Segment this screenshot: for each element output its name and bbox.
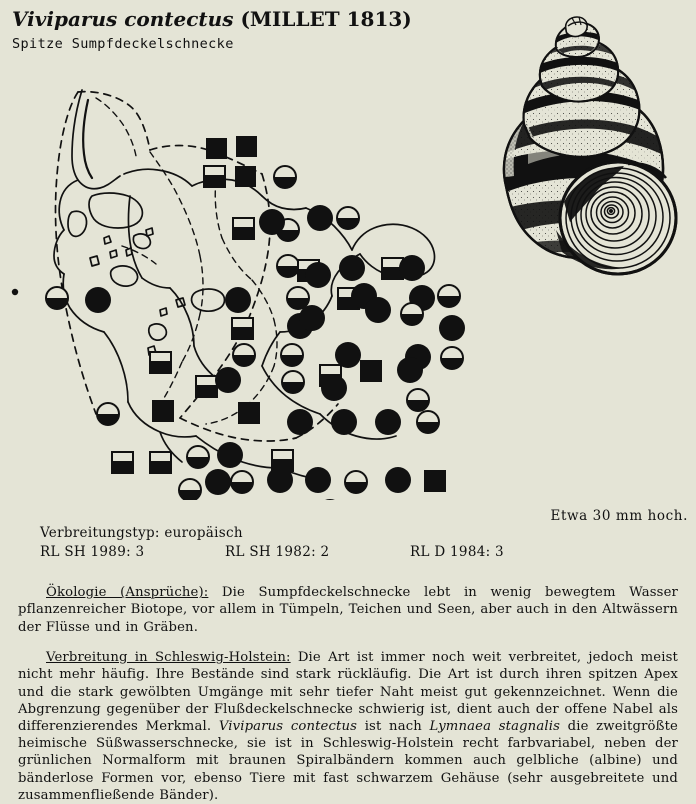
symbol-circle-half bbox=[281, 344, 303, 366]
symbol-circle-half bbox=[407, 389, 429, 411]
symbol-circle-filled bbox=[305, 262, 331, 288]
symbol-circle-half bbox=[277, 255, 299, 277]
symbol-circle-half bbox=[287, 287, 309, 309]
distribution-type-value: europäisch bbox=[164, 525, 243, 541]
symbol-circle-filled bbox=[85, 287, 111, 313]
symbol-circle-half bbox=[46, 287, 68, 309]
symbol-circle-half bbox=[441, 347, 463, 369]
symbol-circle-filled bbox=[317, 499, 343, 500]
symbol-circle-half bbox=[97, 403, 119, 425]
map-reference-dot bbox=[12, 289, 18, 295]
verbreitung-text-2: ist nach bbox=[357, 719, 430, 734]
symbol-square-half bbox=[232, 318, 253, 339]
symbol-square-filled bbox=[360, 360, 382, 382]
symbol-square-half bbox=[150, 352, 171, 373]
symbol-circle-filled bbox=[217, 442, 243, 468]
symbol-circle-half bbox=[345, 471, 367, 493]
symbol-circle-filled bbox=[299, 305, 325, 331]
verbreitung-italic-2: Lymnaea stagnalis bbox=[429, 719, 560, 734]
symbol-circle-filled bbox=[215, 367, 241, 393]
rl-sh-1989: RL SH 1989: 3 bbox=[40, 544, 145, 560]
shell-size-caption: Etwa 30 mm hoch. bbox=[550, 508, 688, 524]
redlist-row bbox=[40, 543, 504, 562]
symbol-circle-filled bbox=[365, 297, 391, 323]
symbol-square-filled bbox=[424, 470, 446, 492]
verbreitung-text-3: die zweitgrößte heimische Süßwasserschnecke, sie ist in Schleswig-Holstein recht farbvariabel, neben der grünlichen Normalform mit braunen Spiralbändern kommen auch gelbliche (albine) und bänderlose Formen vor, ebenso Tiere mit fast schwarzem Gehäuse (sehr ausgebreitete und zusammenfließende Bänder). bbox=[18, 719, 678, 803]
oekologie-heading: Ökologie (Ansprüche): bbox=[46, 585, 209, 601]
symbol-circle-filled bbox=[321, 375, 347, 401]
symbol-square-filled bbox=[238, 402, 260, 424]
header bbox=[12, 6, 492, 52]
symbol-square-half bbox=[112, 452, 133, 473]
metadata-block bbox=[40, 524, 504, 562]
verbreitung-italic-1: Viviparus contectus bbox=[218, 719, 358, 734]
rl-sh-1982: RL SH 1982: 2 bbox=[225, 544, 330, 560]
symbol-circle-half bbox=[231, 471, 253, 493]
symbol-circle-filled bbox=[331, 409, 357, 435]
symbol-circle-filled bbox=[205, 469, 231, 495]
distribution-map bbox=[0, 70, 490, 500]
shell-illustration bbox=[478, 16, 694, 308]
symbol-square-half bbox=[196, 376, 217, 397]
symbol-circle-filled bbox=[439, 315, 465, 341]
verbreitung-paragraph bbox=[18, 649, 678, 804]
oekologie-text: Die Sumpfdeckelschnecke lebt in wenig bewegtem Wasser pflanzenreicher Biotope, vor allem in Tümpeln, Teichen und Seen, aber auch in den Altwässern der Flüsse und in Gräben. bbox=[18, 585, 678, 635]
species-name: Viviparus contectus bbox=[12, 7, 234, 31]
symbol-circle-filled bbox=[305, 467, 331, 493]
symbol-circle-half bbox=[187, 446, 209, 468]
symbol-circle-filled bbox=[339, 255, 365, 281]
symbol-circle-half bbox=[179, 479, 201, 500]
symbol-circle-half bbox=[282, 371, 304, 393]
distribution-type-label: Verbreitungstyp: bbox=[40, 525, 160, 541]
symbol-square-half bbox=[233, 218, 254, 239]
symbol-circle-half bbox=[438, 285, 460, 307]
symbol-square-half bbox=[150, 452, 171, 473]
symbol-circle-half bbox=[233, 344, 255, 366]
distribution-type-row bbox=[40, 524, 504, 543]
verbreitung-text-1: Die Art ist immer noch weit verbreitet, jedoch meist nicht mehr häufig. Ihre Bestände sind stark rückläufig. Die Art ist durch ihren spitzen Apex und die stark gewölbten Umgänge mit sehr tiefer Naht meist gut gekennzeichnet. Wenn die Abgrenzung gegenüber der Flußdeckelschnecke schwierig ist, dient auch der offene Nabel als differenzierendes Merkmal. bbox=[18, 650, 678, 734]
symbol-circle-filled bbox=[397, 357, 423, 383]
symbol-circle-filled bbox=[225, 287, 251, 313]
oekologie-paragraph bbox=[18, 584, 678, 636]
symbol-circle-filled bbox=[307, 205, 333, 231]
species-authority: (MILLET 1813) bbox=[240, 7, 412, 31]
symbol-circle-filled bbox=[287, 409, 313, 435]
symbol-circle-filled bbox=[259, 209, 285, 235]
symbol-circle-half bbox=[337, 207, 359, 229]
symbol-square-half bbox=[272, 450, 293, 471]
symbol-circle-filled bbox=[375, 409, 401, 435]
symbol-circle-half bbox=[274, 166, 296, 188]
page-title bbox=[12, 6, 492, 32]
symbol-circle-half bbox=[417, 411, 439, 433]
symbol-square-half bbox=[204, 166, 225, 187]
symbol-circle-half bbox=[401, 303, 423, 325]
common-name: Spitze Sumpfdeckelschnecke bbox=[12, 36, 234, 52]
rl-d-1984: RL D 1984: 3 bbox=[410, 544, 504, 560]
symbol-square-filled bbox=[152, 400, 174, 422]
symbol-circle-filled bbox=[385, 467, 411, 493]
shell-outline bbox=[484, 17, 686, 280]
verbreitung-heading: Verbreitung in Schleswig-Holstein: bbox=[46, 650, 291, 666]
symbol-circle-filled bbox=[399, 255, 425, 281]
